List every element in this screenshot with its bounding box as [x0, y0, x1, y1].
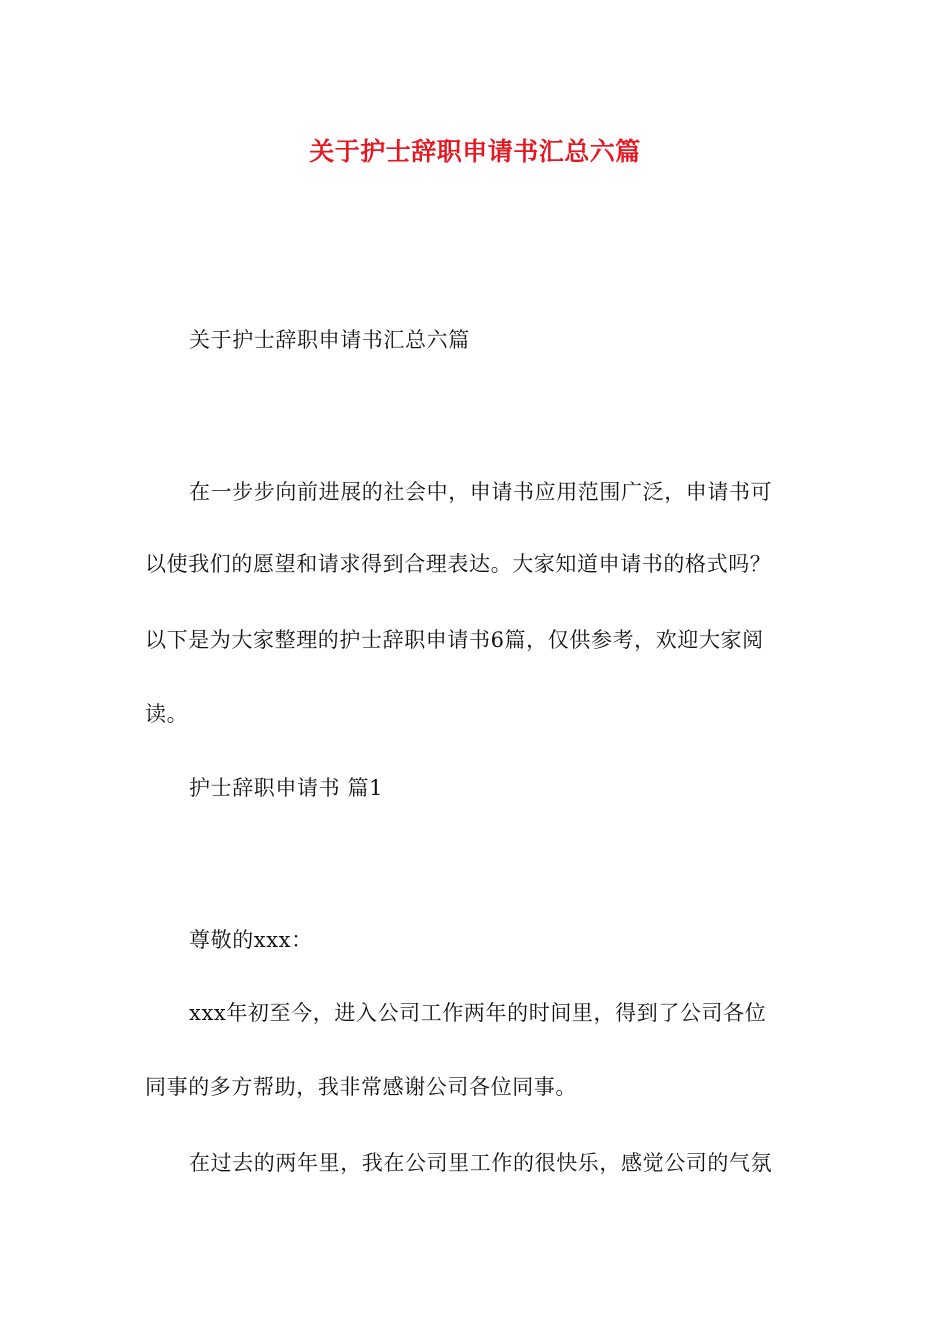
subtitle-line: 关于护士辞职申请书汇总六篇: [189, 328, 470, 352]
paragraph-line: 同事的多方帮助，我非常感谢公司各位同事。: [145, 1075, 577, 1099]
document-title: 关于护士辞职申请书汇总六篇: [309, 137, 641, 166]
paragraph-line: 以下是为大家整理的护士辞职申请书6篇，仅供参考，欢迎大家阅: [145, 628, 764, 652]
paragraph-line: 在一步步向前进展的社会中，申请书应用范围广泛，申请书可: [189, 480, 773, 504]
salutation-line: 尊敬的xxx：: [189, 928, 313, 952]
paragraph-line: xxx年初至今，进入公司工作两年的时间里，得到了公司各位: [189, 1001, 767, 1025]
paragraph-line: 以使我们的愿望和请求得到合理表达。大家知道申请书的格式吗？: [145, 552, 772, 576]
paragraph-line: 读。: [145, 702, 189, 726]
section-heading: 护士辞职申请书 篇1: [189, 776, 384, 800]
paragraph-line: 在过去的两年里，我在公司里工作的很快乐，感觉公司的气氛: [189, 1151, 773, 1175]
